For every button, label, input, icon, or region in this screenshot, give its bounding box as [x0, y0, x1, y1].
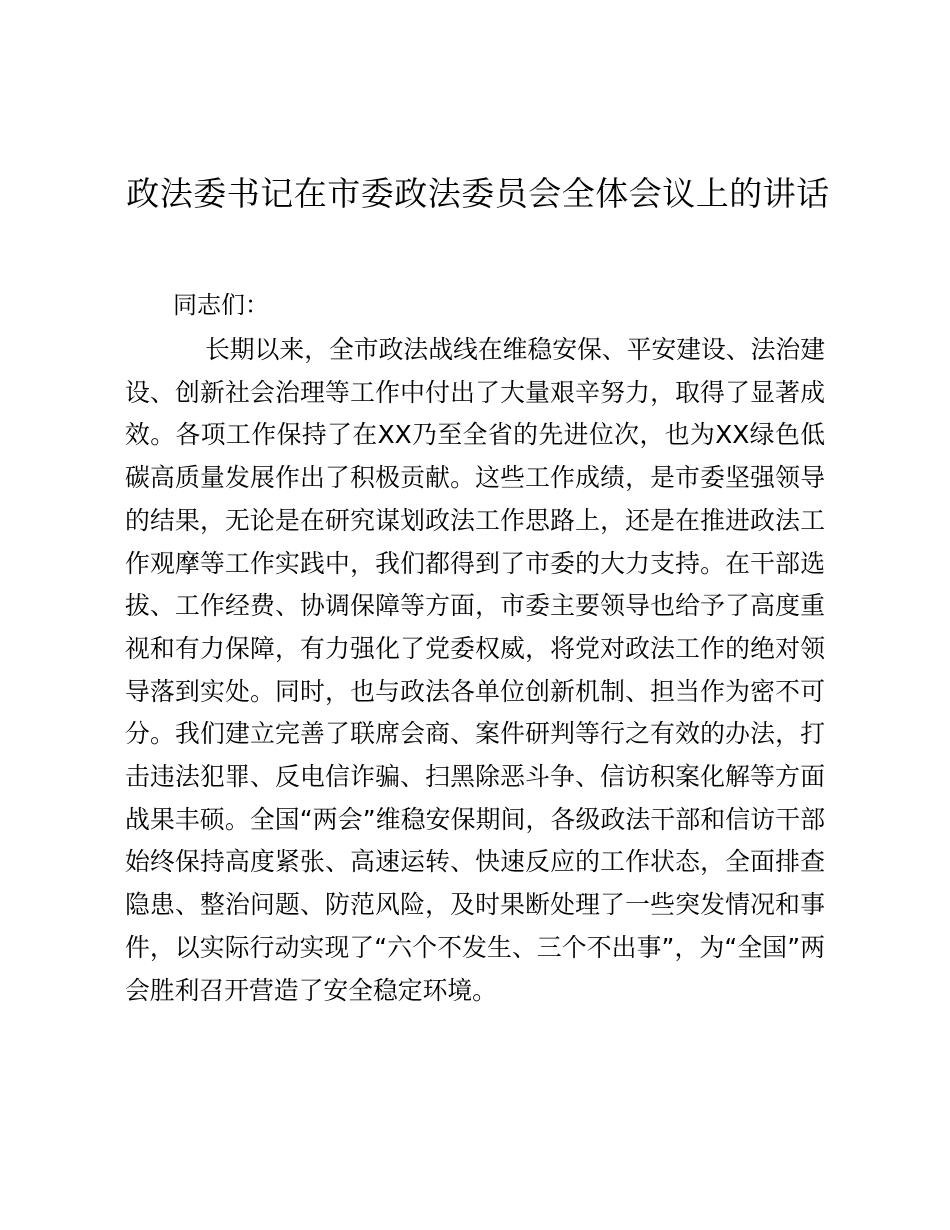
- document-title: 政法委书记在市委政法委员会全体会议上的讲话: [126, 174, 830, 213]
- salutation: 同志们：: [173, 291, 269, 319]
- body-paragraph: 长期以来，全市政法战线在维稳安保、平安建设、法治建设、创新社会治理等工作中付出了大量艰辛努力，取得了显著成效。各项工作保持了在XX乃至全省的先进位次，也为XX绿色低碳高质量发展作出了积极贡献。这些工作成绩，是市委坚强领导的结果，无论是在研究谋划政法工作思路上，还是在推进政法工作观摩等工作实践中，我们都得到了市委的大力支持。在干部选拔、工作经费、协调保障等方面，市委主要领导也给予了高度重视和有力保障，有力强化了党委权威，将党对政法工作的绝对领导落到实处。同时，也与政法各单位创新机制、担当作为密不可分。我们建立完善了联席会商、案件研判等行之有效的办法，打击违法犯罪、反电信诈骗、扫黑除恶斗争、信访积案化解等方面战果丰硕。全国“两会”维稳安保期间，各级政法干部和信访干部始终保持高度紧张、高速运转、快速反应的工作状态，全面排查隐患、整治问题、防范风险，及时果断处理了一些突发情况和事件，以实际行动实现了“六个不发生、三个不出事”，为“全国”两会胜利召开营造了安全稳定环境。: [125, 335, 825, 1005]
